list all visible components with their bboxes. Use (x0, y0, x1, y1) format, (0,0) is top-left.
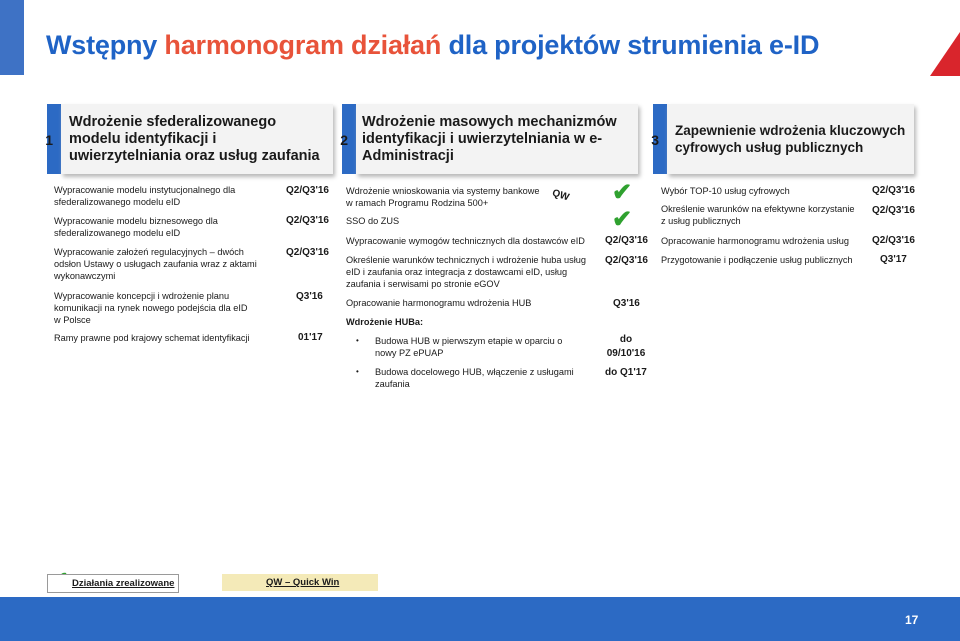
col1-item-3: Wypracowanie założeń regulacyjnych – dwóch odsłon Ustawy o usługach zaufania wraz z aktami wykonawczymi (54, 247, 257, 281)
col1-item-2: Wypracowanie modelu biznesowego dla sfederalizowanego modelu eID (54, 216, 218, 238)
corner-accent (930, 32, 960, 76)
col2-date-3: Q2/Q3'16 (605, 235, 648, 246)
page-number: 17 (905, 613, 919, 627)
page-title: Wstępny harmonogram działań dla projektów strumienia e-ID (46, 30, 820, 60)
section-3-title: Zapewnienie wdrożenia kluczowych cyfrowych usług publicznych (675, 123, 906, 155)
col1-item-1: Wypracowanie modelu instytucjonalnego dla sfederalizowanego modelu eID (54, 185, 236, 207)
col2-date-4: Q2/Q3'16 (605, 255, 648, 266)
section-1-title: Wdrożenie sfederalizowanego modelu identyfikacji i uwierzytelniania oraz usług zaufania (69, 113, 320, 164)
check-icon: ✔ (612, 206, 633, 233)
col1-date-4: Q3'16 (296, 291, 323, 302)
col3-item-1: Wybór TOP-10 usług cyfrowych (661, 186, 790, 196)
section-2-header (356, 104, 638, 174)
col1-item-5: Ramy prawne pod krajowy schemat identyfikacji (54, 333, 250, 343)
col1-item-4: Wypracowanie koncepcji i wdrożenie planu komunikacji na rynek nowego podejścia dla eID w Polsce (54, 291, 248, 325)
col3-item-3: Opracowanie harmonogramu wdrożenia usług (661, 236, 849, 246)
section-3-header (667, 104, 914, 174)
left-accent-bar (0, 0, 24, 75)
bullet-dot: • (356, 336, 359, 345)
col1-date-1: Q2/Q3'16 (286, 185, 329, 196)
section-2-title: Wdrożenie masowych mechanizmów identyfikacji i uwierzytelniania w e-Administracji (362, 113, 617, 164)
col2-item-4: Określenie warunków technicznych i wdrożenie huba usług eID i zaufania oraz integracja z dostawcami eID, usług zaufania i serwisami po stronie eGOV (346, 255, 587, 289)
quick-win-tag: QW (550, 187, 571, 204)
section-2-marker: 2 (342, 104, 356, 174)
col2-item-5: Opracowanie harmonogramu wdrożenia HUB (346, 298, 532, 308)
col1-date-2: Q2/Q3'16 (286, 215, 329, 226)
legend-quick-win: QW – Quick Win (222, 574, 378, 591)
col1-date-3: Q2/Q3'16 (286, 247, 329, 258)
footer-bar (0, 599, 960, 641)
section-3-marker: 3 (653, 104, 667, 174)
col2-item-2: SSO do ZUS (346, 216, 400, 226)
col2-item-8: Budowa docelowego HUB, włączenie z usługami zaufania (375, 367, 574, 389)
col2-item-1: Wdrożenie wnioskowania via systemy bankowe w ramach Programu Rodzina 500+ (346, 186, 540, 208)
legend-done: Działania zrealizowane (47, 574, 179, 593)
section-1-marker: 1 (47, 104, 61, 174)
col2-date-8: do Q1'17 (605, 367, 647, 378)
col3-item-4: Przygotowanie i podłączenie usług publicznych (661, 255, 853, 265)
section-1-header (61, 104, 333, 174)
col3-item-2: Określenie warunków na efektywne korzystanie z usług publicznych (661, 204, 855, 226)
col2-item-6: Wdrożenie HUBa: (346, 317, 424, 327)
col3-date-3: Q2/Q3'16 (872, 235, 915, 246)
col3-date-2: Q2/Q3'16 (872, 205, 915, 216)
col2-date-7: do 09/10'16 (606, 334, 646, 359)
check-icon: ✔ (612, 179, 633, 206)
col2-item-7: Budowa HUB w pierwszym etapie w oparciu o nowy PZ ePUAP (375, 336, 563, 358)
col3-date-1: Q2/Q3'16 (872, 185, 915, 196)
col3-date-4: Q3'17 (880, 254, 907, 265)
col2-item-3: Wypracowanie wymogów technicznych dla dostawców eID (346, 236, 585, 246)
col1-date-5: 01'17 (298, 332, 323, 343)
bullet-dot: • (356, 367, 359, 376)
col2-date-5: Q3'16 (613, 298, 640, 309)
